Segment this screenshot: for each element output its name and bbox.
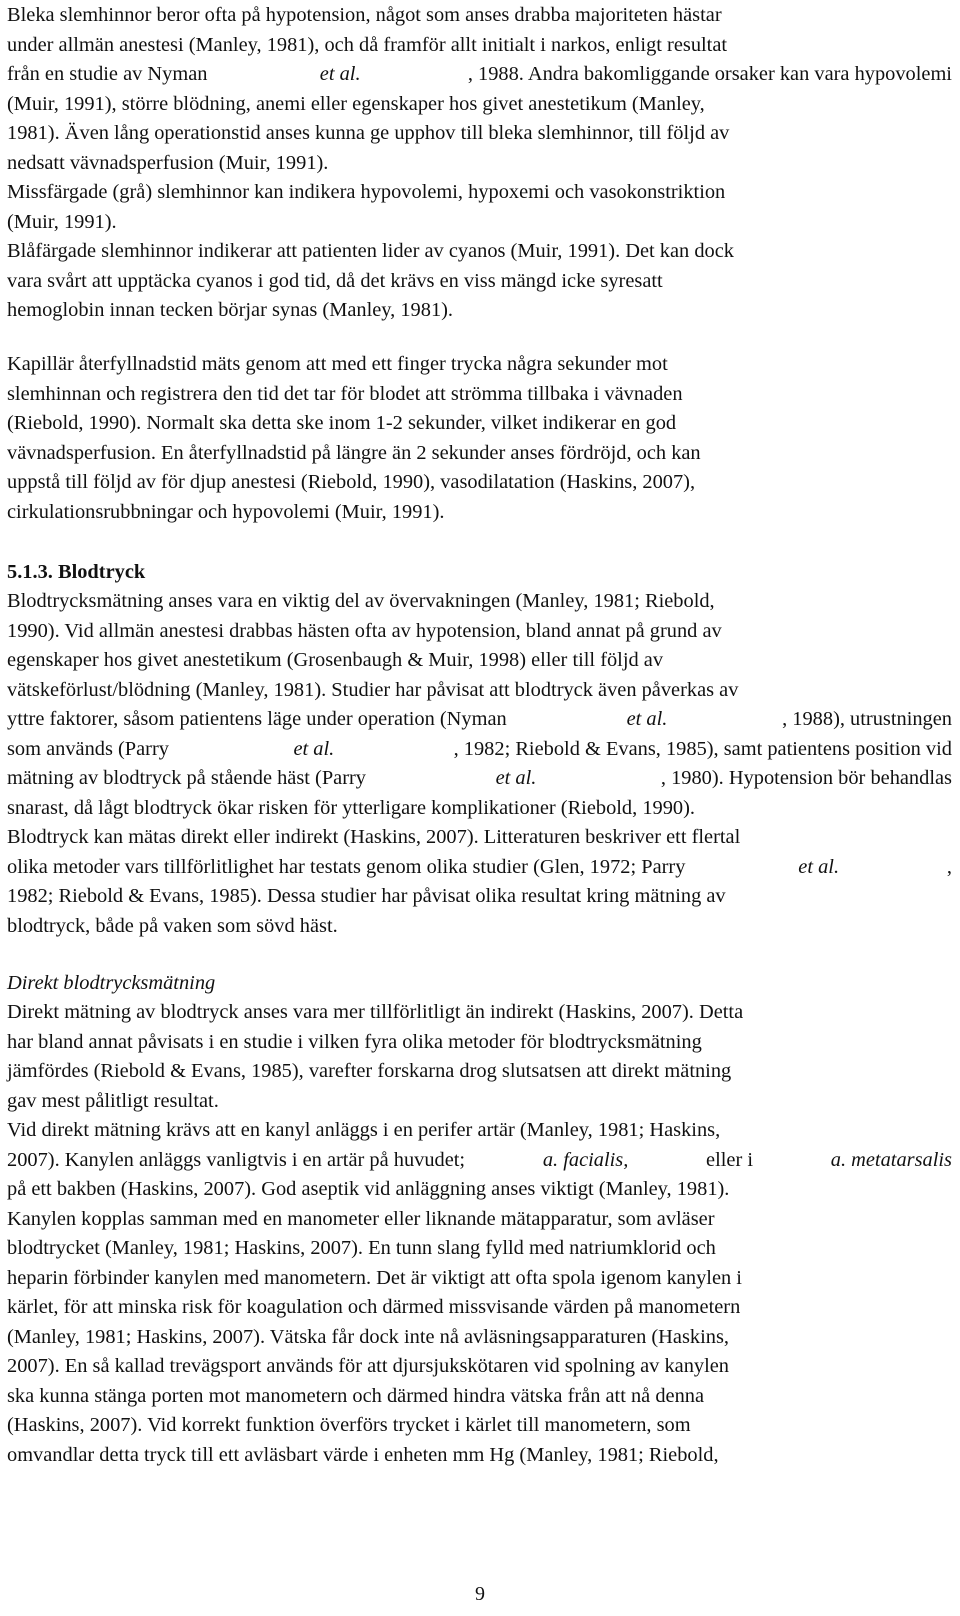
- text-line: (Muir, 1991), större blödning, anemi eller egenskaper hos givet anestetikum (Manley,: [7, 92, 705, 115]
- text-line: vävnadsperfusion. En återfyllnadstid på längre än 2 sekunder anses fördröjd, och kan: [7, 441, 701, 464]
- text-line: 1990). Vid allmän anestesi drabbas hästen ofta av hypotension, bland annat på grund av: [7, 619, 722, 642]
- text-run: eller i: [700, 1148, 759, 1171]
- text-line: (Manley, 1981; Haskins, 2007). Vätska får dock inte nå avläsningsapparaturen (Haskins,: [7, 1325, 729, 1348]
- text-line: 1982; Riebold & Evans, 1985). Dessa studier har påvisat olika resultat kring mätning av: [7, 885, 726, 907]
- text-line: gav mest pålitligt resultat.: [7, 1089, 219, 1112]
- text-line: Vid direkt mätning krävs att en kanyl anläggs i en perifer artär (Manley, 1981; Haskins,: [7, 1119, 721, 1141]
- text-run: , 1982; Riebold & Evans, 1985), samt patientens position vid: [453, 737, 952, 760]
- text-line: kärlet, för att minska risk för koagulation och därmed missvisande värden på manometern: [7, 1296, 741, 1318]
- text-line: [7, 1145, 952, 1175]
- text-line: (Muir, 1991).: [7, 210, 117, 233]
- text-line: Blodtryck kan mätas direkt eller indirekt (Haskins, 2007). Litteraturen beskriver ett flertal: [7, 826, 741, 848]
- text-line: under allmän anestesi (Manley, 1981), och då framför allt initialt i narkos, enligt resultat: [7, 33, 728, 56]
- text-run: yttre faktorer, såsom patientens läge under operation (Nyman: [7, 708, 512, 730]
- text-run: a. facialis,: [542, 1148, 629, 1171]
- text-line: [7, 59, 952, 89]
- text-run: et al.: [798, 855, 840, 878]
- text-run: , 1980). Hypotension bör behandlas: [660, 767, 952, 789]
- text-line: slemhinnan och registrera den tid det tar för blodet att strömma tillbaka i vävnaden: [7, 382, 683, 405]
- text-line: vara svårt att upptäcka cyanos i god tid, då det krävs en viss mängd icke syresatt: [7, 269, 663, 292]
- text-line: hemoglobin innan tecken börjar synas (Manley, 1981).: [7, 299, 454, 321]
- text-run: 2007). Kanylen anläggs vanligtvis i en artär på huvudet;: [7, 1148, 471, 1171]
- text-run: et al.: [626, 708, 668, 730]
- text-line: har bland annat påvisats i en studie i vilken fyra olika metoder för blodtrycksmätning: [7, 1030, 702, 1053]
- text-line: cirkulationsrubbningar och hypovolemi (Muir, 1991).: [7, 500, 445, 523]
- text-line: [7, 704, 952, 734]
- text-line: [7, 852, 952, 882]
- text-line: på ett bakben (Haskins, 2007). God aseptik vid anläggning anses viktigt (Manley, 1981).: [7, 1178, 730, 1200]
- text-line: 2007). En så kallad trevägsport används för att djursjukskötaren vid spolning av kanylen: [7, 1355, 730, 1377]
- text-line: Direkt mätning av blodtryck anses vara mer tillförlitligt än indirekt (Haskins, 2007). Detta: [7, 1001, 744, 1023]
- subsection-heading: Direkt blodtrycksmätning: [7, 972, 216, 994]
- text-line: uppstå till följd av för djup anestesi (Riebold, 1990), vasodilatation (Haskins, 2007),: [7, 471, 696, 493]
- text-line: Blodtrycksmätning anses vara en viktig del av övervakningen (Manley, 1981; Riebold,: [7, 590, 715, 612]
- text-line: 1981). Även lång operationstid anses kunna ge upphov till bleka slemhinnor, till följd av: [7, 122, 730, 144]
- text-run: mätning av blodtryck på stående häst (Parry: [7, 767, 372, 789]
- text-line: [7, 734, 952, 764]
- text-run: et al.: [495, 767, 537, 789]
- text-line: Bleka slemhinnor beror ofta på hypotension, något som anses drabba majoriteten hästar: [7, 4, 722, 26]
- text-run: a. metatarsalis: [830, 1148, 952, 1171]
- text-run: , 1988. Andra bakomliggande orsaker kan vara hypovolemi: [467, 63, 952, 85]
- text-line: Kapillär återfyllnadstid mäts genom att med ett finger trycka några sekunder mot: [7, 353, 668, 375]
- text-run: ,: [946, 855, 952, 878]
- page-number: 9: [475, 1583, 485, 1605]
- text-line: snarast, då lågt blodtryck ökar risken för ytterligare komplikationer (Riebold, 1990).: [7, 796, 695, 819]
- text-line: Kanylen kopplas samman med en manometer eller liknande mätapparatur, som avläser: [7, 1207, 715, 1230]
- text-line: Blåfärgade slemhinnor indikerar att patienten lider av cyanos (Muir, 1991). Det kan dock: [7, 240, 734, 262]
- text-run: et al.: [293, 737, 335, 760]
- text-line: Missfärgade (grå) slemhinnor kan indikera hypovolemi, hypoxemi och vasokonstriktion: [7, 181, 726, 203]
- text-line: heparin förbinder kanylen med manometern. Det är viktigt att ofta spola igenom kanylen i: [7, 1266, 742, 1289]
- text-line: (Haskins, 2007). Vid korrekt funktion överförs trycket i kärlet till manometern, som: [7, 1414, 691, 1436]
- text-line: jämfördes (Riebold & Evans, 1985), varefter forskarna drog slutsatsen att direkt mätning: [7, 1060, 732, 1082]
- text-line: vätskeförlust/blödning (Manley, 1981). Studier har påvisat att blodtryck även påverkas av: [7, 678, 739, 701]
- text-line: [7, 763, 952, 793]
- text-line: blodtryck, både på vaken som sövd häst.: [7, 914, 338, 937]
- text-line: blodtrycket (Manley, 1981; Haskins, 2007). En tunn slang fylld med natriumklorid och: [7, 1237, 716, 1259]
- text-run: som används (Parry: [7, 737, 175, 760]
- text-line: egenskaper hos givet anestetikum (Grosenbaugh & Muir, 1998) eller till följd av: [7, 649, 664, 671]
- text-line: omvandlar detta tryck till ett avläsbart värde i enheten mm Hg (Manley, 1981; Riebold,: [7, 1443, 719, 1466]
- text-line: ska kunna stänga porten mot manometern och därmed hindra vätska från att nå denna: [7, 1384, 705, 1407]
- text-run: , 1988), utrustningen: [782, 708, 952, 730]
- text-run: olika metoder vars tillförlitlighet har testats genom olika studier (Glen, 1972; Parry: [7, 855, 691, 878]
- text-line: nedsatt vävnadsperfusion (Muir, 1991).: [7, 151, 329, 174]
- text-line: (Riebold, 1990). Normalt ska detta ske inom 1-2 sekunder, vilket indikerar en god: [7, 412, 677, 434]
- section-heading: 5.1.3. Blodtryck: [7, 561, 146, 583]
- text-run: från en studie av Nyman: [7, 63, 213, 85]
- text-run: et al.: [319, 63, 361, 85]
